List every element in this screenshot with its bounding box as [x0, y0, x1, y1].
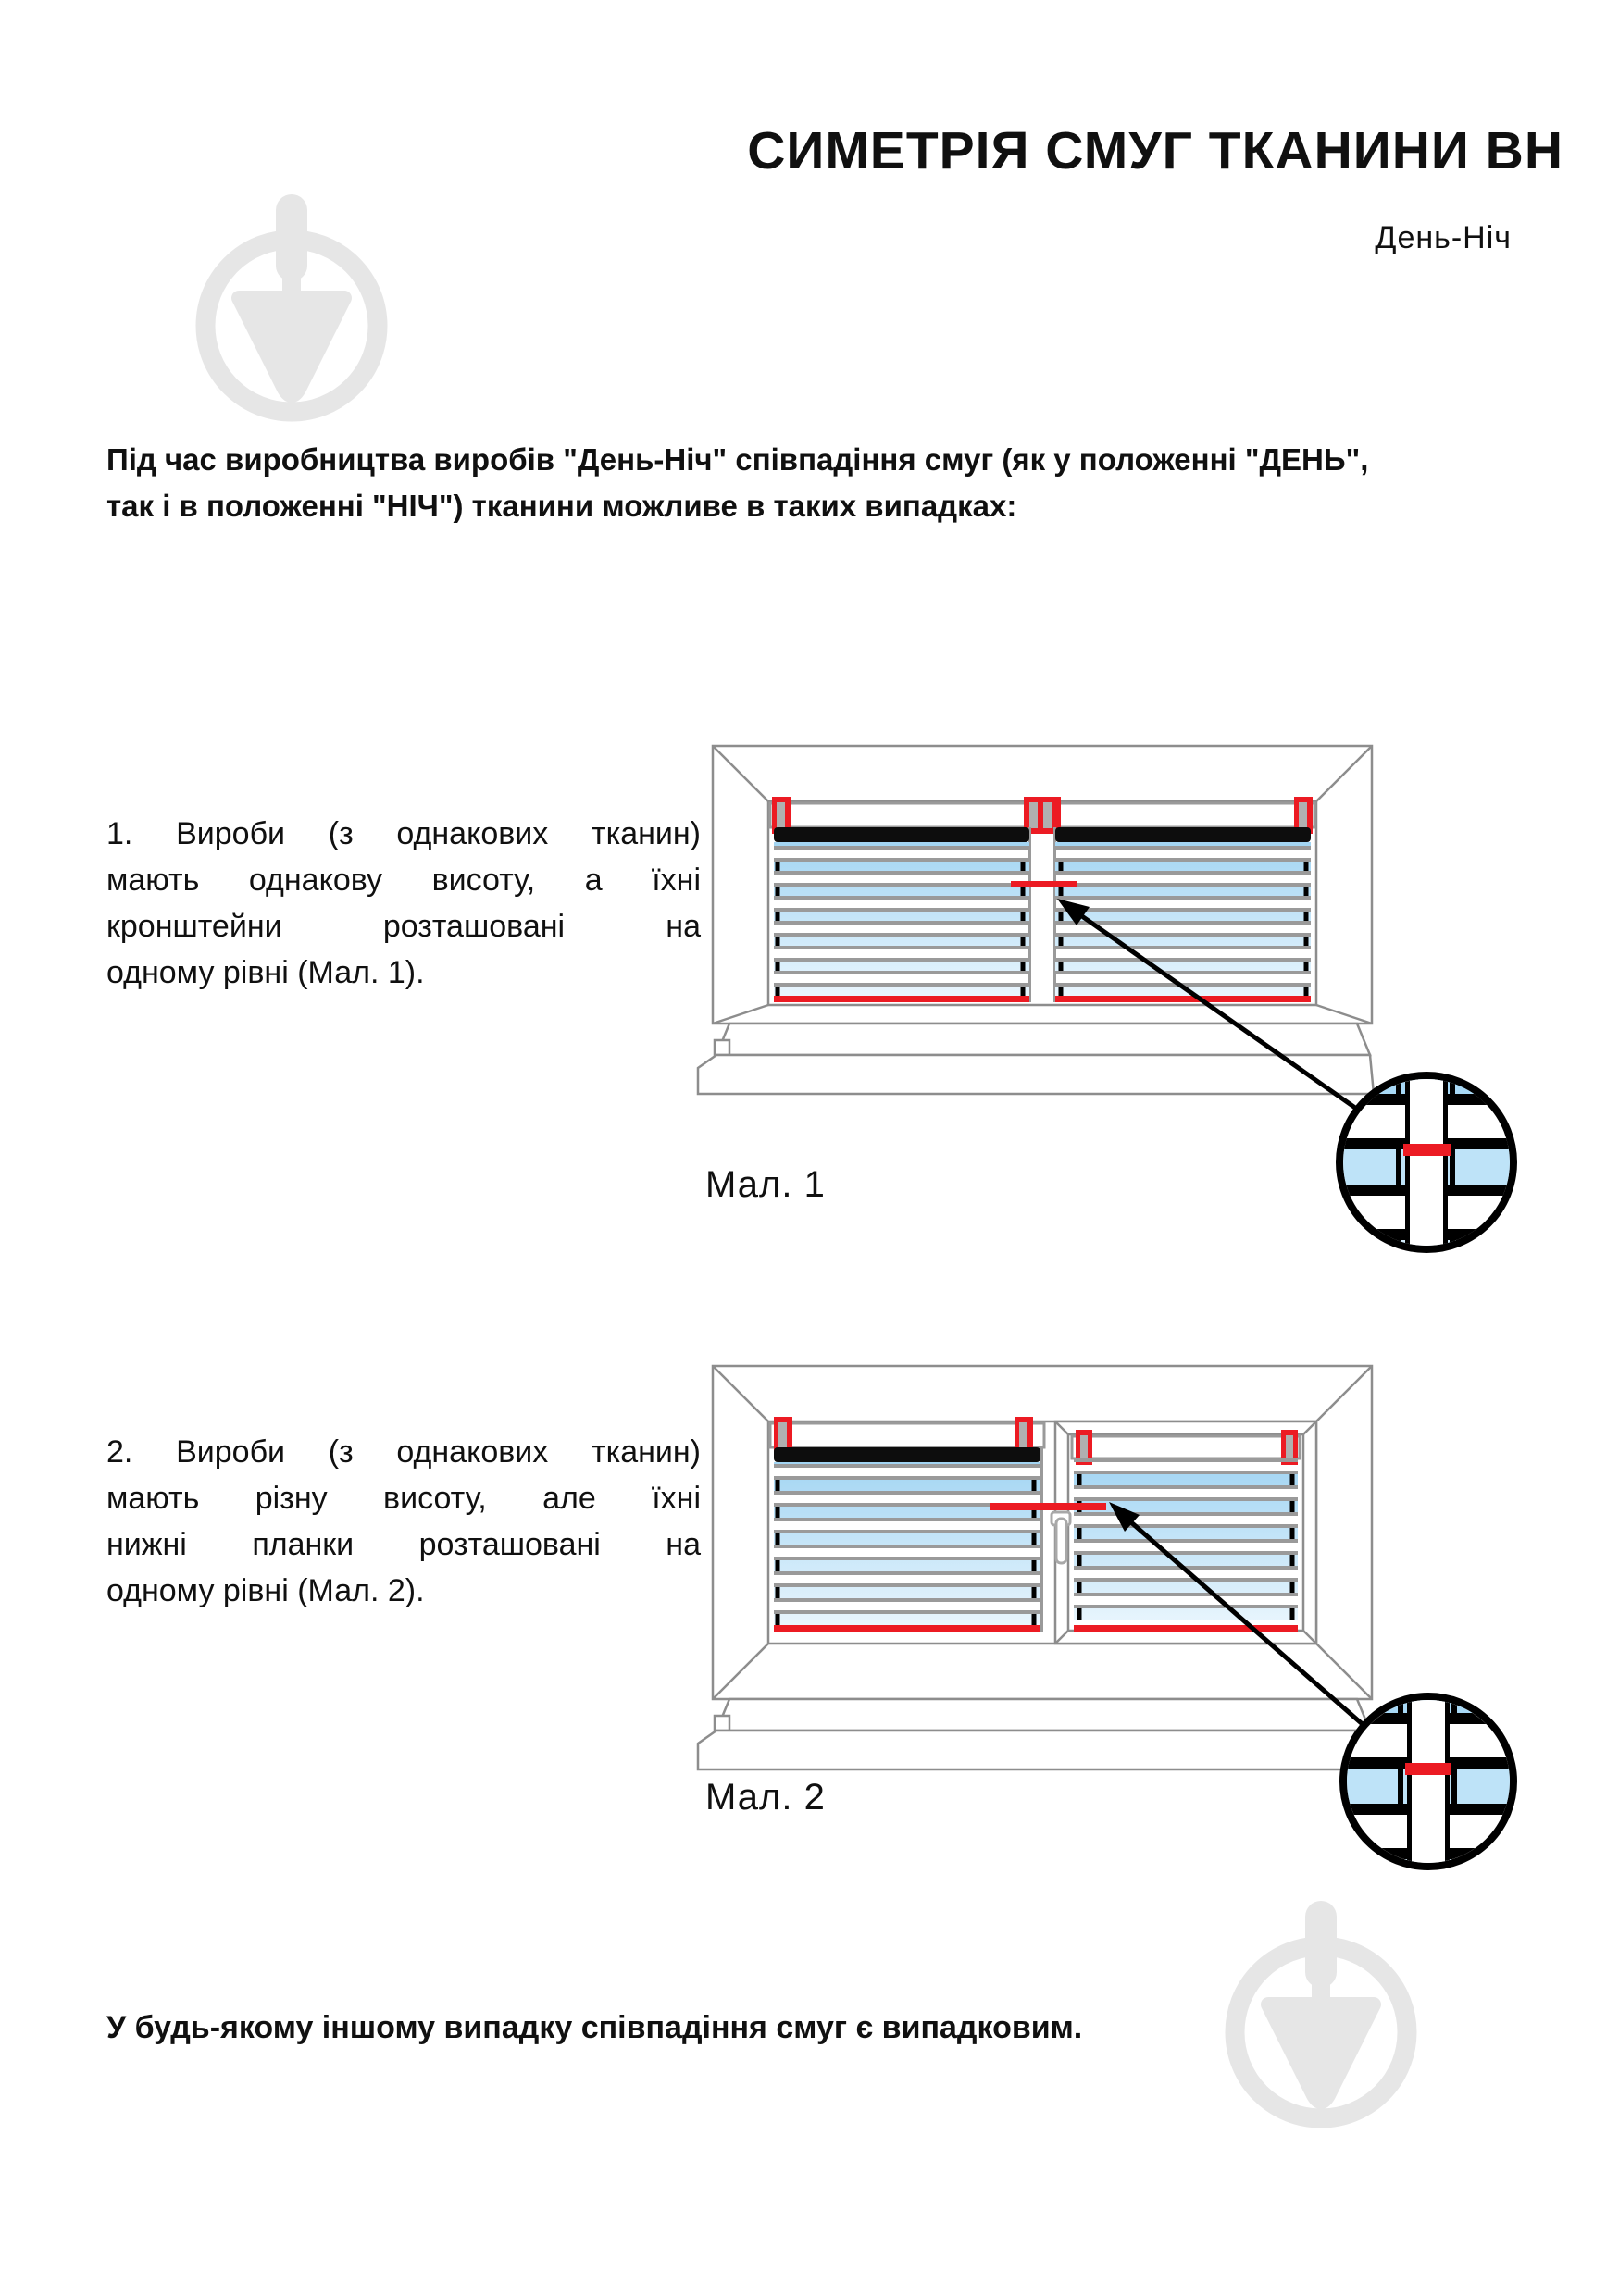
case-1-line: 1. Вироби (з однакових тканин) — [106, 816, 701, 851]
case-2-line: нижні планки розташовані на — [106, 1527, 701, 1562]
case-2-line: 2. Вироби (з однакових тканин) — [106, 1434, 701, 1470]
figure-2-caption: Мал. 2 — [705, 1777, 826, 1818]
case-1-line: мають однакову висоту, а їхні — [106, 863, 701, 898]
case-2-line: мають різну висоту, але їхні — [106, 1481, 701, 1516]
page-subtitle: День-Ніч — [1375, 220, 1512, 255]
stripe-alignment-line-red — [990, 1503, 1106, 1510]
bottom-bar-red — [774, 1625, 1040, 1632]
window-sill — [698, 1024, 1374, 1094]
case-2-paragraph — [106, 1429, 701, 1614]
stripe-alignment-line-red — [1011, 881, 1077, 887]
case-2-line: одному рівні (Мал. 2). — [106, 1573, 425, 1608]
window-sill — [698, 1699, 1374, 1769]
circle-trowel-brand-icon — [205, 194, 378, 412]
circle-trowel-brand-icon — [1235, 1901, 1407, 2118]
bottom-bar-red — [1055, 996, 1311, 1002]
bottom-bar-red — [1074, 1625, 1298, 1632]
blind-cassette-rail — [770, 1423, 1044, 1447]
magnifier-detail-circle — [1343, 1678, 1515, 1886]
intro-line-2: так і в положенні "НІЧ") тканини можливе в таких випадках: — [106, 489, 1017, 523]
intro-line-1: Під час виробництва виробів "День-Ніч" співпадіння смуг (як у положенні "ДЕНЬ", — [106, 442, 1369, 477]
figure-1-caption: Мал. 1 — [705, 1164, 826, 1205]
case-1-line: одному рівні (Мал. 1). — [106, 955, 425, 990]
bottom-bar-red — [774, 996, 1029, 1002]
case-1-line: кронштейни розташовані на — [106, 909, 701, 944]
blind-cassette-rail — [1072, 1436, 1300, 1458]
page-title: СИМЕТРІЯ СМУГ ТКАНИНИ ВН — [747, 121, 1563, 180]
brand-watermark-top — [171, 159, 412, 465]
intro-paragraph — [106, 437, 1368, 529]
footer-statement: У будь-якому іншому випадку співпадіння смуг є випадковим. — [106, 2010, 1083, 2045]
brand-watermark-bottom — [1201, 1866, 1441, 2171]
case-1-paragraph — [106, 811, 701, 996]
